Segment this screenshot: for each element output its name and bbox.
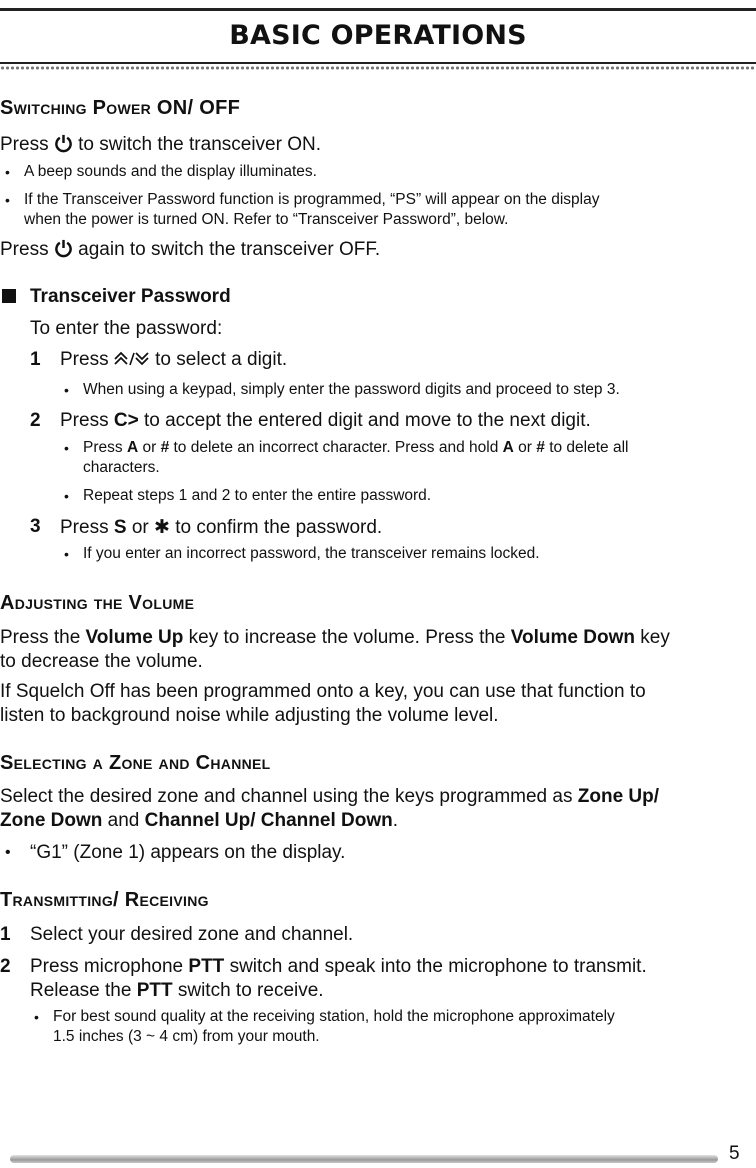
up-down-arrows-icon: [114, 350, 150, 368]
key-hash: #: [160, 439, 170, 456]
b1-or: or: [518, 439, 532, 456]
press-on-a: Press: [0, 134, 49, 155]
tx-step-2-line-1: [30, 956, 647, 978]
key-ptt: PTT: [136, 980, 173, 1001]
password-intro: To enter the password:: [30, 318, 223, 339]
tx-a: Press microphone: [30, 956, 184, 977]
password-heading-text: Transceiver Password: [30, 286, 231, 307]
zone-period: .: [392, 810, 398, 831]
step2-b: to accept the entered digit and move to the next digit.: [143, 410, 591, 431]
press-off-b: again to switch the transceiver OFF.: [78, 239, 381, 260]
press-off-line: [0, 238, 380, 261]
section-heading-switching-power: Switching Power ON/ OFF: [0, 97, 241, 119]
step-number: 2: [0, 956, 11, 977]
zone-and: and: [107, 810, 140, 831]
switching-bullet-1: A beep sounds and the display illuminates.: [24, 163, 317, 180]
header-rule-bottom: [0, 62, 756, 64]
key-a: A: [126, 439, 139, 456]
switching-bullet-2-line-1: If the Transceiver Password function is programmed, “PS” will appear on the display: [24, 191, 600, 208]
key-s: S: [113, 517, 127, 538]
power-icon: [54, 238, 73, 258]
square-bullet-icon: [2, 289, 16, 303]
password-step-2-bullet-2: Repeat steps 1 and 2 to enter the entire password.: [83, 487, 432, 504]
key-zone-down: Zone Down: [0, 810, 103, 831]
tx-c: Release the: [30, 980, 132, 1001]
tx-step-2-line-2: [30, 980, 324, 1002]
section-heading-volume: Adjusting the Volume: [0, 592, 195, 614]
zone-line-2: [0, 810, 398, 832]
bullet-icon: •: [5, 164, 10, 180]
password-step-2-bullet-1: [83, 439, 628, 457]
zone-line-1: [0, 786, 659, 808]
key-hash: #: [536, 439, 545, 456]
key-volume-down: Volume Down: [510, 627, 635, 648]
key-star-icon: ✱: [154, 516, 170, 538]
zone-a: Select the desired zone and channel using the keys programmed as: [0, 786, 573, 807]
password-step-2: [60, 410, 591, 432]
password-step-2-bullet-1-line-2: characters.: [83, 459, 160, 476]
step1-b: to select a digit.: [155, 349, 288, 370]
header-dotted-rule: [0, 66, 756, 70]
zone-bullet: “G1” (Zone 1) appears on the display.: [30, 842, 346, 863]
key-volume-up: Volume Up: [85, 627, 184, 648]
step-number: 1: [30, 349, 41, 370]
password-step-3: [60, 516, 382, 539]
tx-d: switch to receive.: [177, 980, 324, 1001]
b1-or: or: [142, 439, 157, 456]
page-number: 5: [729, 1143, 740, 1164]
section-heading-transmitting: Transmitting/ Receiving: [0, 889, 209, 911]
press-on-b: to switch the transceiver ON.: [78, 134, 322, 155]
press-off-a: Press: [0, 239, 49, 260]
tx-step-1: Select your desired zone and channel.: [30, 924, 354, 945]
step-number: 3: [30, 516, 41, 537]
key-channel-up-down: Channel Up/ Channel Down: [144, 810, 393, 831]
bullet-icon: •: [64, 382, 69, 398]
tx-bullet-line-2: 1.5 inches (3 ~ 4 cm) from your mouth.: [53, 1028, 320, 1045]
vol-b: key to increase the volume. Press the: [188, 627, 506, 648]
header-rule-top: [0, 8, 756, 11]
power-icon: [54, 133, 73, 153]
subsection-heading-password: [2, 286, 231, 308]
step3-a: Press: [60, 517, 109, 538]
volume-line-1: [0, 627, 670, 649]
bullet-icon: •: [64, 488, 69, 504]
key-zone-up: Zone Up/: [577, 786, 660, 807]
vol-c: key: [640, 627, 670, 648]
volume-line-4: listen to background noise while adjusting the volume level.: [0, 705, 499, 726]
tx-bullet-line-1: For best sound quality at the receiving station, hold the microphone approximately: [53, 1008, 615, 1025]
bullet-icon: •: [34, 1009, 39, 1025]
step2-a: Press: [60, 410, 109, 431]
bullet-icon: •: [5, 844, 11, 861]
vol-a: Press the: [0, 627, 81, 648]
step3-b: to confirm the password.: [175, 517, 383, 538]
tx-b: switch and speak into the microphone to transmit.: [229, 956, 647, 977]
b1-b: to delete an incorrect character. Press and hold: [173, 439, 499, 456]
password-step-1-bullet: When using a keypad, simply enter the password digits and proceed to step 3.: [83, 381, 620, 398]
footer-bar: [10, 1155, 718, 1163]
step-number: 1: [0, 924, 11, 945]
volume-line-2: to decrease the volume.: [0, 651, 203, 672]
bullet-icon: •: [64, 546, 69, 562]
key-c-right: C>: [113, 410, 139, 431]
step-number: 2: [30, 410, 41, 431]
bullet-icon: •: [64, 440, 69, 456]
volume-line-3: If Squelch Off has been programmed onto a key, you can use that function to: [0, 681, 646, 702]
key-a: A: [502, 439, 514, 456]
b1-a: Press: [83, 439, 123, 456]
key-ptt: PTT: [188, 956, 225, 977]
page-title: BASIC OPERATIONS: [229, 20, 527, 51]
bullet-icon: •: [5, 192, 10, 208]
b1-c: to delete all: [549, 439, 629, 456]
step3-or: or: [131, 517, 149, 538]
step1-a: Press: [60, 349, 109, 370]
password-step-3-bullet: If you enter an incorrect password, the transceiver remains locked.: [83, 545, 540, 562]
section-heading-zone-channel: Selecting a Zone and Channel: [0, 752, 271, 774]
switching-bullet-2-line-2: when the power is turned ON. Refer to “Transceiver Password”, below.: [24, 211, 509, 228]
password-step-1: [60, 349, 287, 371]
press-on-line: [0, 133, 321, 156]
